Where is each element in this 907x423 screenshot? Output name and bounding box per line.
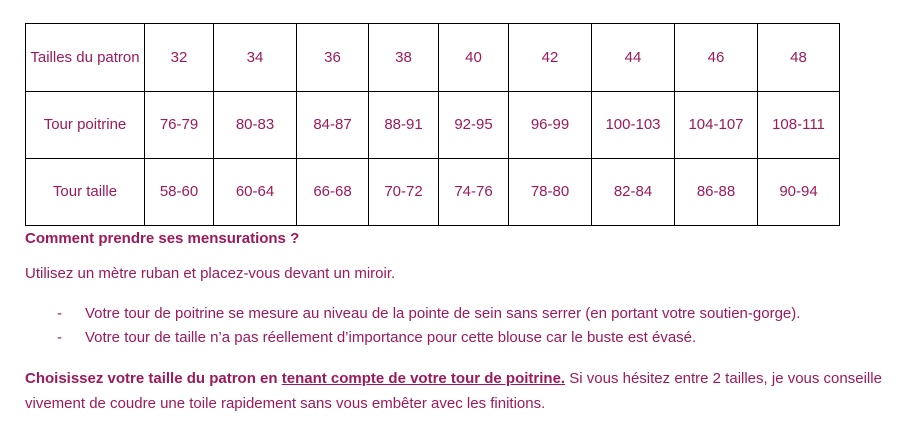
size-chart-table <box>25 23 840 226</box>
row-label-cell: Tour taille <box>26 159 145 226</box>
table-cell: 92-95 <box>439 92 509 159</box>
size-header-cell: 46 <box>675 24 758 92</box>
table-cell: 80-83 <box>214 92 297 159</box>
advice-underlined-text: tenant compte de votre tour de poitrine. <box>281 370 566 387</box>
list-item-text: Votre tour de taille n’a pas réellement d’importance pour cette blouse car le buste est évasé. <box>85 329 697 346</box>
table-cell: 82-84 <box>592 159 675 226</box>
size-header-cell: 36 <box>297 24 369 92</box>
table-row-waist <box>26 159 840 226</box>
table-cell: 58-60 <box>145 159 214 226</box>
advice-rest-text: Si vous hésitez entre 2 tailles, je vous conseille vivement de coudre une toile rapidement sans vous embêter avec les finitions. <box>25 370 882 412</box>
table-cell: 74-76 <box>439 159 509 226</box>
table-cell: 86-88 <box>675 159 758 226</box>
table-cell: 76-79 <box>145 92 214 159</box>
table-cell: 78-80 <box>509 159 592 226</box>
table-cell: 70-72 <box>369 159 439 226</box>
table-header-row <box>26 24 840 92</box>
table-cell: 84-87 <box>297 92 369 159</box>
table-row-bust <box>26 92 840 159</box>
table-cell: 66-68 <box>297 159 369 226</box>
table-cell: 108-111 <box>758 92 840 159</box>
dash-bullet: - <box>57 329 62 346</box>
row-label-cell: Tour poitrine <box>26 92 145 159</box>
header-label-cell: Tailles du patron <box>26 24 145 92</box>
section-heading: Comment prendre ses mensurations ? <box>25 230 300 247</box>
size-header-cell: 32 <box>145 24 214 92</box>
advice-bold-text: Choisissez votre taille du patron en <box>25 370 282 387</box>
size-header-cell: 38 <box>369 24 439 92</box>
table-cell: 104-107 <box>675 92 758 159</box>
table-cell: 90-94 <box>758 159 840 226</box>
table-cell: 100-103 <box>592 92 675 159</box>
intro-paragraph: Utilisez un mètre ruban et placez-vous devant un miroir. <box>25 265 396 282</box>
size-header-cell: 42 <box>509 24 592 92</box>
size-header-cell: 40 <box>439 24 509 92</box>
table-cell: 96-99 <box>509 92 592 159</box>
size-header-cell: 48 <box>758 24 840 92</box>
size-header-cell: 34 <box>214 24 297 92</box>
size-header-cell: 44 <box>592 24 675 92</box>
table-cell: 88-91 <box>369 92 439 159</box>
list-item-text: Votre tour de poitrine se mesure au niveau de la pointe de sein sans serrer (en portant votre soutien-gorge). <box>85 305 801 322</box>
dash-bullet: - <box>57 305 62 322</box>
size-advice-paragraph <box>25 366 905 416</box>
table-cell: 60-64 <box>214 159 297 226</box>
